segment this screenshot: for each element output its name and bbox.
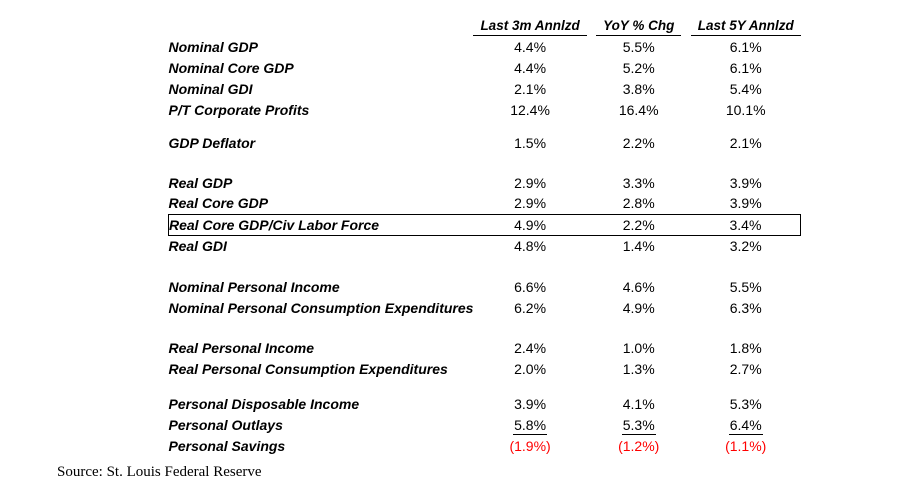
cell-value-text: 3.3%: [622, 174, 655, 191]
cell-value-text: 6.1%: [729, 59, 762, 76]
row-label: P/T Corporate Profits: [168, 101, 310, 118]
row-label: GDP Deflator: [168, 134, 256, 151]
cell-value: [587, 36, 691, 57]
cell-value-text: 12.4%: [510, 101, 550, 118]
header-row: [169, 12, 801, 36]
row-label: Real GDI: [168, 237, 227, 254]
spacer-row: [169, 318, 801, 337]
row-label: Nominal Core GDP: [168, 59, 294, 76]
spacer-cell: [169, 379, 801, 393]
column-header-last-5y-annlzd: Last 5Y Annlzd: [691, 18, 801, 36]
table-row: [169, 276, 801, 297]
spacer-row: [169, 153, 801, 172]
row-label: Real GDP: [168, 174, 233, 191]
cell-value-text: (1.2%): [618, 437, 660, 454]
cell-value-text: 3.9%: [729, 174, 762, 191]
spacer-cell: [169, 318, 801, 337]
cell-value: [691, 36, 801, 57]
row-label: Personal Outlays: [168, 416, 283, 433]
spacer-row: [169, 120, 801, 132]
cell-value-text: 1.5%: [514, 134, 547, 151]
cell-value-text: 3.2%: [729, 237, 762, 254]
cell-value: [691, 337, 801, 358]
cell-value-text: 10.1%: [725, 101, 766, 118]
cell-value: [587, 358, 691, 379]
cell-value-text: 2.9%: [514, 174, 547, 191]
cell-value: [473, 414, 586, 435]
cell-value: [473, 358, 586, 379]
table-row: [169, 393, 801, 414]
row-label: Nominal GDP: [168, 38, 258, 55]
table-header: [169, 12, 801, 36]
cell-value: [587, 297, 691, 318]
table-row: [169, 214, 801, 235]
cell-value: [473, 172, 586, 193]
cell-value: [691, 78, 801, 99]
cell-value: [473, 435, 586, 456]
table-row: [169, 99, 801, 120]
cell-value: [691, 414, 801, 435]
cell-value: [473, 337, 586, 358]
cell-value: [473, 78, 586, 99]
cell-value-text: 1.4%: [622, 237, 655, 254]
spacer-cell: [169, 120, 801, 132]
cell-value: [473, 99, 586, 120]
cell-value: [691, 57, 801, 78]
cell-value-text: 6.2%: [514, 299, 547, 316]
table-row: [169, 172, 801, 193]
cell-value-text: 4.8%: [514, 237, 547, 254]
cell-value-text: 5.3%: [622, 416, 655, 433]
cell-value-text: (1.9%): [509, 437, 551, 454]
cell-value: [691, 393, 801, 414]
cell-value-text: 4.9%: [622, 299, 655, 316]
table-row: [169, 414, 801, 435]
cell-value-text: 5.3%: [729, 395, 762, 412]
spacer-row: [169, 256, 801, 276]
cell-value-text: 2.2%: [622, 134, 655, 151]
cell-value-text: 2.7%: [729, 360, 762, 377]
row-label: Nominal GDI: [168, 80, 253, 97]
cell-value-text: 5.4%: [729, 80, 762, 97]
row-label: Nominal Personal Consumption Expenditures: [168, 299, 474, 316]
spacer-cell: [169, 153, 801, 172]
cell-value: [691, 297, 801, 318]
cell-value: [691, 435, 801, 456]
row-label: Personal Disposable Income: [168, 395, 360, 412]
cell-value-text: 6.1%: [729, 38, 762, 55]
cell-value: [691, 172, 801, 193]
cell-value-text: 5.8%: [514, 416, 547, 433]
cell-value: [473, 235, 586, 256]
cell-value-text: 2.1%: [729, 134, 762, 151]
cell-value: [691, 132, 801, 153]
column-header-last-3m-annlzd: Last 3m Annlzd: [473, 18, 586, 36]
cell-value-text: 6.6%: [514, 278, 547, 295]
cell-value: [587, 132, 691, 153]
cell-value: [473, 276, 586, 297]
row-label: Real Personal Income: [168, 339, 315, 356]
cell-value: [691, 358, 801, 379]
cell-value: [691, 276, 801, 297]
cell-value: [587, 414, 691, 435]
spacer-row: [169, 379, 801, 393]
table-row: [169, 57, 801, 78]
column-header-yoy-pct-chg: YoY % Chg: [596, 18, 681, 36]
cell-value-text: 4.6%: [622, 278, 655, 295]
economic-data-table: [168, 12, 801, 456]
cell-value: [473, 57, 586, 78]
cell-value-text: 1.8%: [729, 339, 762, 356]
cell-value-text: 3.9%: [514, 395, 547, 412]
cell-value: [587, 337, 691, 358]
row-label: Real Core GDP: [168, 195, 269, 212]
cell-value-text: 4.9%: [514, 216, 547, 233]
cell-value-text: 3.8%: [622, 80, 655, 97]
cell-value: [587, 276, 691, 297]
source-note: Source: St. Louis Federal Reserve: [57, 464, 262, 480]
cell-value-text: 2.4%: [514, 339, 547, 356]
cell-value-text: 4.4%: [514, 38, 547, 55]
cell-value: [587, 78, 691, 99]
cell-value: [587, 393, 691, 414]
table-body: [169, 36, 801, 456]
cell-value: [473, 214, 586, 235]
cell-value-text: 5.5%: [729, 278, 762, 295]
header-label-spacer: [169, 12, 474, 36]
row-label: Nominal Personal Income: [168, 278, 340, 295]
cell-value: [587, 235, 691, 256]
cell-value: [691, 193, 801, 214]
cell-value: [691, 99, 801, 120]
table-row: [169, 132, 801, 153]
table-row: [169, 337, 801, 358]
cell-value-text: 2.0%: [514, 360, 547, 377]
cell-value: [473, 132, 586, 153]
cell-value-text: 6.3%: [729, 299, 762, 316]
cell-value: [587, 99, 691, 120]
table-row: [169, 78, 801, 99]
cell-value: [587, 435, 691, 456]
cell-value: [587, 57, 691, 78]
cell-value-text: 2.1%: [514, 80, 547, 97]
cell-value: [473, 297, 586, 318]
cell-value: [587, 172, 691, 193]
cell-value-text: (1.1%): [725, 437, 767, 454]
cell-value: [587, 193, 691, 214]
cell-value-text: 5.2%: [622, 59, 655, 76]
row-label: Personal Savings: [168, 437, 286, 454]
cell-value-text: 16.4%: [618, 101, 659, 118]
cell-value-text: 2.2%: [622, 216, 655, 233]
cell-value: [473, 193, 586, 214]
table-row: [169, 297, 801, 318]
cell-value-text: 6.4%: [729, 416, 762, 433]
cell-value-text: 1.3%: [622, 360, 655, 377]
cell-value: [473, 393, 586, 414]
cell-value-text: 2.8%: [622, 195, 655, 212]
cell-value: [691, 214, 801, 235]
cell-value: [691, 235, 801, 256]
table-row: [169, 36, 801, 57]
table-row: [169, 193, 801, 214]
table-row: [169, 235, 801, 256]
row-label: Real Personal Consumption Expenditures: [168, 360, 448, 377]
table-row: [169, 435, 801, 456]
cell-value-text: 3.4%: [729, 216, 762, 233]
cell-value-text: 2.9%: [514, 195, 547, 212]
row-label: Real Core GDP/Civ Labor Force: [169, 214, 474, 235]
cell-value-text: 4.1%: [622, 395, 655, 412]
cell-value-text: 5.5%: [622, 38, 655, 55]
table-row: [169, 358, 801, 379]
cell-value-text: 1.0%: [622, 339, 655, 356]
spacer-cell: [169, 256, 801, 276]
cell-value: [587, 214, 691, 235]
cell-value-text: 3.9%: [729, 195, 762, 212]
cell-value-text: 4.4%: [514, 59, 547, 76]
cell-value: [473, 36, 586, 57]
